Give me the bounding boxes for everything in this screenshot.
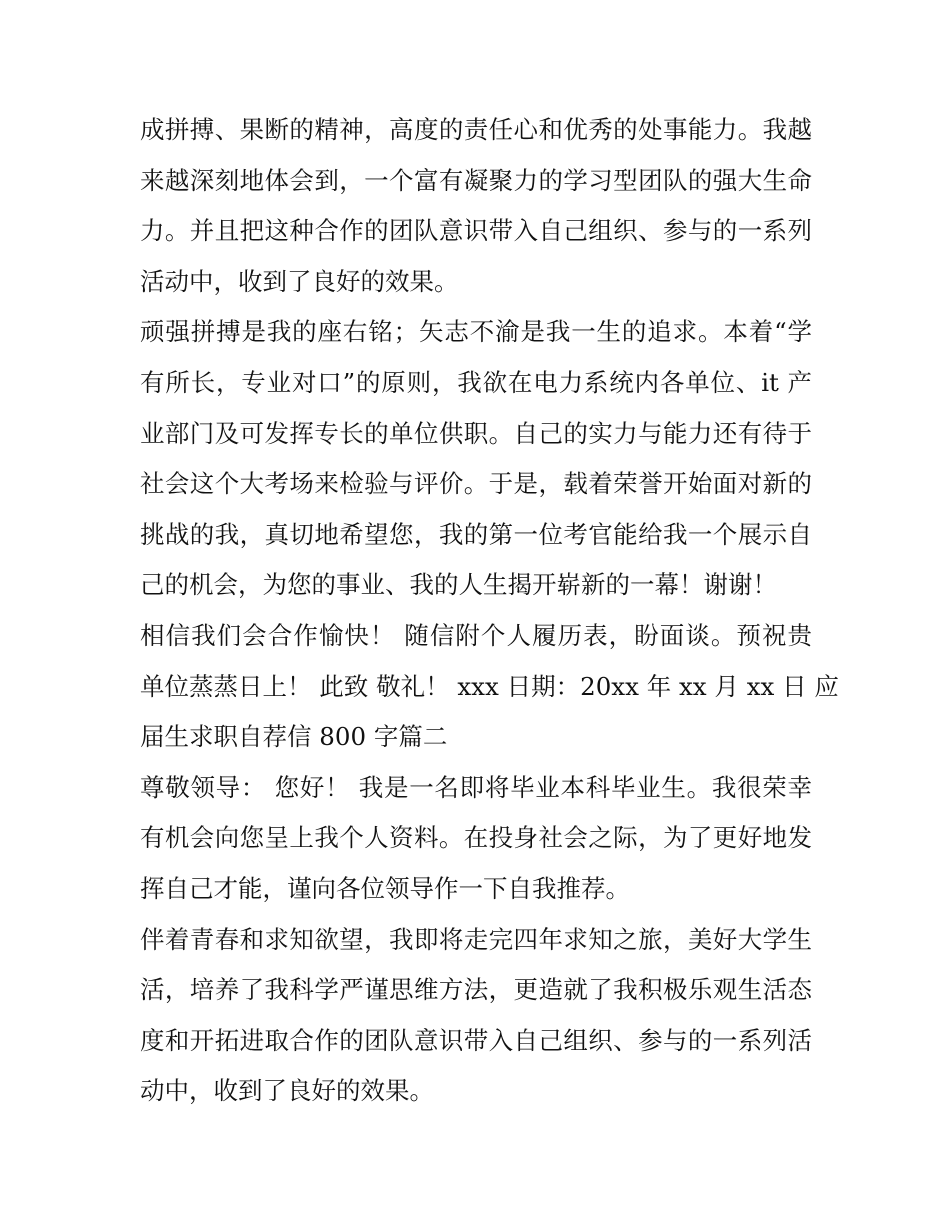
text-line: 相信我们会合作愉快！ 随信附个人履历表，盼面谈。预祝贵 bbox=[140, 620, 812, 650]
paragraph bbox=[140, 105, 812, 307]
text-line: 有所长，专业对口”的原则，我欲在电力系统内各单位、it 产 bbox=[140, 367, 812, 397]
paragraph bbox=[140, 307, 812, 611]
text-line: 成拼搏、果断的精神，高度的责任心和优秀的处事能力。我越 bbox=[140, 115, 812, 144]
text-line: 社会这个大考场来检验与评价。于是，载着荣誉开始面对新的 bbox=[140, 469, 812, 499]
text-line: 来越深刻地体会到，一个富有凝聚力的学习型团队的强大生命 bbox=[140, 165, 812, 195]
text-line: 尊敬领导： 您好！ 我是一名即将毕业本科毕业生。我很荣幸 bbox=[140, 772, 812, 802]
text-line: 挥自己才能，谨向各位领导作一下自我推荐。 bbox=[140, 873, 630, 903]
paragraph bbox=[140, 611, 839, 763]
paragraph bbox=[140, 763, 812, 915]
text-line: 动中，收到了良好的效果。 bbox=[140, 1076, 434, 1106]
text-line: 己的机会，为您的事业、我的人生揭开崭新的一幕！谢谢！ bbox=[140, 570, 777, 600]
text-line: 活动中，收到了良好的效果。 bbox=[140, 266, 459, 296]
text-line: 力。并且把这种合作的团队意识带入自己组织、参与的一系列 bbox=[140, 216, 812, 246]
text-line: 顽强拼搏是我的座右铭；矢志不渝是我一生的追求。本着“学 bbox=[140, 317, 812, 347]
text-line: 活，培养了我科学严谨思维方法，更造就了我积极乐观生活态 bbox=[140, 975, 812, 1005]
text-line: 度和开拓进取合作的团队意识带入自己组织、参与的一系列活 bbox=[140, 1025, 812, 1055]
paragraph bbox=[140, 915, 812, 1117]
text-line: 届生求职自荐信 800 字篇二 bbox=[140, 722, 448, 752]
document-body bbox=[140, 105, 839, 1117]
text-line: 有机会向您呈上我个人资料。在投身社会之际，为了更好地发 bbox=[140, 823, 812, 853]
text-line: 伴着青春和求知欲望，我即将走完四年求知之旅，美好大学生 bbox=[140, 924, 812, 954]
text-line: 单位蒸蒸日上！ 此致 敬礼！ xxx 日期：20xx 年 xx 月 xx 日 应 bbox=[140, 671, 839, 701]
text-line: 业部门及可发挥专长的单位供职。自己的实力与能力还有待于 bbox=[140, 418, 812, 448]
text-line: 挑战的我，真切地希望您，我的第一位考官能给我一个展示自 bbox=[140, 519, 812, 549]
